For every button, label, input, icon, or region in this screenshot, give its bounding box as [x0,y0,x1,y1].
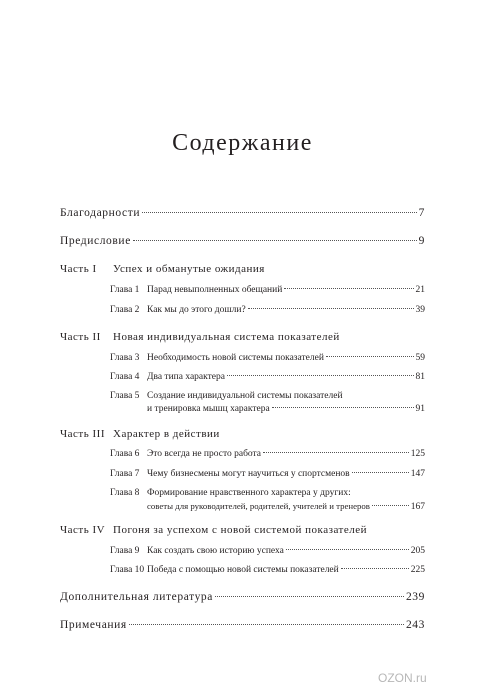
toc-entry-acknowledgements[interactable] [60,207,425,219]
chapter-number: Глава 1 [110,285,140,295]
part-title: Погоня за успехом с новой системой показателей [113,524,367,536]
chapter-number: Глава 4 [110,372,140,382]
toc-entry-label: советы для руководителей, родителей, учителей и тренеров [147,501,370,511]
page-number: 7 [418,207,425,219]
toc-entry-label: Как создать свою историю успеха [147,546,284,556]
toc-entry-label: Это всегда не просто работа [147,449,262,459]
page-title: Содержание [172,130,313,156]
page-number: 39 [415,305,425,315]
dot-leader [341,568,409,569]
page-number: 91 [415,404,425,414]
toc-entry-preface[interactable] [60,235,425,247]
chapter-number: Глава 10 [110,565,145,575]
dot-leader [227,375,414,376]
part-heading-1[interactable] [60,263,265,275]
toc-entry-chapter-4[interactable] [147,372,425,382]
dot-leader [372,505,409,506]
part-heading-2[interactable] [60,331,340,343]
toc-entry-label: Примечания [60,619,127,631]
dot-leader [133,240,417,241]
toc-entry-label: Чему бизнесмены могут научиться у спортсменов [147,469,350,479]
toc-entry-label: Как мы до этого дошли? [147,305,246,315]
page-number: 167 [410,502,425,512]
page-number: 239 [405,591,425,603]
dot-leader [272,407,414,408]
dot-leader [286,549,409,550]
chapter-number: Глава 3 [110,353,140,363]
toc-entry-notes[interactable] [60,619,425,631]
toc-entry-chapter-1[interactable] [147,285,425,295]
part-number: Часть IV [60,524,106,536]
dot-leader [142,212,417,213]
watermark: OZON.ru [378,671,427,685]
toc-entry-chapter-5-line1[interactable]: Создание индивидуальной системы показателей [147,391,343,401]
page-number: 21 [415,285,425,295]
part-number: Часть II [60,331,101,343]
toc-entry-chapter-2[interactable] [147,305,425,315]
toc-entry-chapter-6[interactable] [147,449,425,459]
page-number: 125 [410,449,425,459]
page-number: 243 [405,619,425,631]
dot-leader [326,356,414,357]
toc-entry-label: Парад невыполненных обещаний [147,285,283,295]
page-number: 9 [418,235,425,247]
toc-entry-chapter-8-line1[interactable]: Формирование нравственного характера у других: [147,488,351,498]
page-number: 81 [415,372,425,382]
toc-entry-label: Предисловие [60,235,131,247]
chapter-number: Глава 6 [110,449,140,459]
part-heading-4[interactable] [60,524,367,536]
page-number: 225 [410,565,425,575]
toc-entry-chapter-7[interactable] [147,469,425,479]
toc-entry-chapter-10[interactable] [147,565,425,575]
toc-entry-label: Дополнительная литература [60,591,213,603]
part-number: Часть I [60,263,97,275]
toc-entry-label: Два типа характера [147,372,225,382]
page-number: 59 [415,353,425,363]
toc-entry-chapter-8[interactable] [147,501,425,512]
dot-leader [248,308,414,309]
toc-entry-chapter-9[interactable] [147,546,425,556]
dot-leader [284,288,413,289]
page-number: 147 [410,469,425,479]
part-title: Характер в действии [113,428,220,440]
chapter-number: Глава 7 [110,469,140,479]
chapter-number: Глава 8 [110,488,140,498]
toc-entry-label: Необходимость новой системы показателей [147,353,324,363]
dot-leader [263,452,409,453]
toc-entry-chapter-3[interactable] [147,353,425,363]
toc-entry-label: Победа с помощью новой системы показателей [147,565,339,575]
toc-entry-label: Благодарности [60,207,141,219]
toc-entry-label: и тренировка мышц характера [147,404,270,414]
part-heading-3[interactable] [60,428,220,440]
chapter-number: Глава 9 [110,546,140,556]
toc-entry-chapter-5[interactable] [147,404,425,414]
dot-leader [129,624,404,625]
part-title: Успех и обманутые ожидания [113,263,265,275]
chapter-number: Глава 5 [110,391,140,401]
page-number: 205 [410,546,425,556]
dot-leader [215,596,404,597]
part-number: Часть III [60,428,105,440]
toc-entry-further-reading[interactable] [60,591,425,603]
dot-leader [352,472,409,473]
part-title: Новая индивидуальная система показателей [113,331,340,343]
chapter-number: Глава 2 [110,305,140,315]
